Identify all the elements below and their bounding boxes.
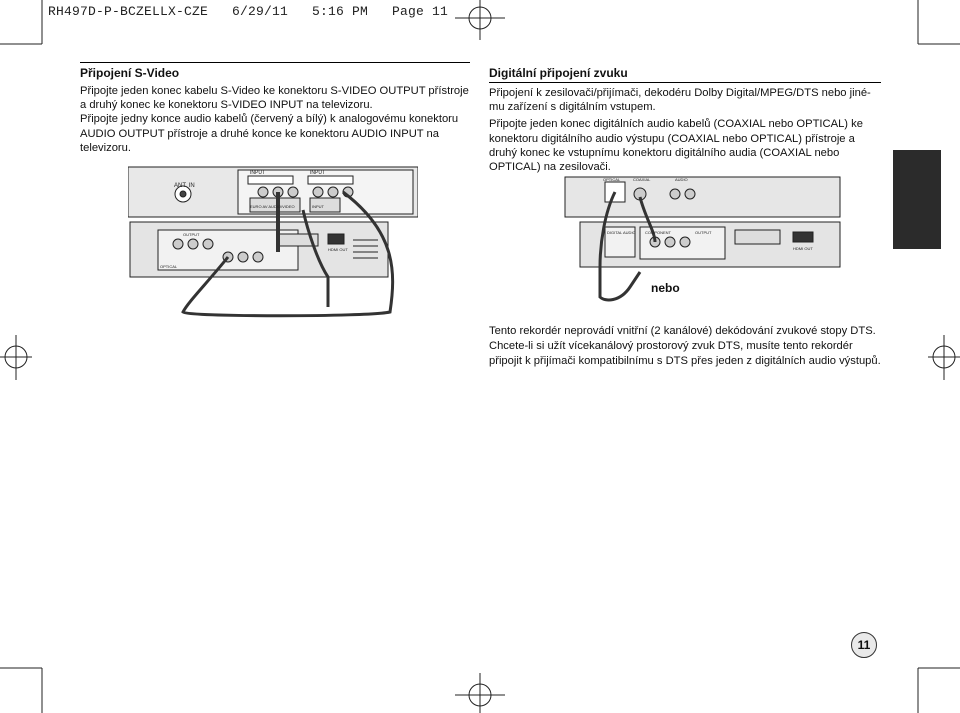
amp-audio-label: AUDIO [675, 177, 688, 182]
rec-digital-audio-label: DIGITAL AUDIO [607, 230, 636, 235]
dts-note-1: Tento rekordér neprovádí vnitřní (2 kanálové) dekódování zvukové stopy DTS. [489, 325, 876, 337]
left-body [80, 84, 472, 155]
rec-hdmi-label-right: HDMI OUT [793, 246, 813, 251]
digital-audio-connection-diagram [545, 172, 845, 312]
rec-component-label: COMPONENT [645, 230, 671, 235]
tv-scart-label: EURO AV AUDIO/VIDEO [250, 204, 295, 209]
amp-coaxial-label: COAXIAL [633, 177, 651, 182]
rec-output-label-right: OUTPUT [695, 230, 712, 235]
tv-input1-label: INPUT [250, 170, 265, 176]
right-paragraph-2: Připojte jeden konec digitálních audio kabelů (COAXIAL nebo OPTICAL) ke konektoru digitálního audio výstupu (COAXIAL nebo OPTICAL) přístroje a druhý konec ke vstupnímu konektoru digitálního audia (COAXIAL nebo OPTICAL) na zesilovači. [489, 118, 863, 174]
rec-output-label: OUTPUT [183, 232, 200, 237]
tv-input2-label: INPUT [310, 170, 325, 176]
s-video-connection-diagram [128, 162, 418, 322]
rec-optical-label: OPTICAL [160, 264, 178, 269]
page-number: 11 [851, 632, 877, 658]
rec-hdmi-label: HDMI OUT [328, 247, 348, 252]
right-section-title: Digitální připojení zvuku [489, 66, 628, 80]
right-body [489, 86, 881, 174]
tv-ant-label: ANT. IN [174, 183, 195, 189]
left-rule [80, 62, 470, 63]
right-paragraph-1: Připojení k zesilovači/přijímači, dekodéru Dolby Digital/MPEG/DTS nebo jiné- mu zařízení s digitálním vstupem. [489, 87, 871, 114]
chapter-tab [893, 150, 941, 249]
left-section-title: Připojení S-Video [80, 66, 180, 80]
left-paragraph-2: Připojte jedny konce audio kabelů (červený a bílý) k analogovému konektoru AUDIO OUTPUT přístroje a druhé konce ke konektoru AUDIO INPUT na televizoru. [80, 113, 459, 154]
dts-note-2: Chcete-li si užít vícekanálový prostorový zvuk DTS, musíte tento rekordér připojit k přijímači kompatibilnímu s DTS přes jeden z digitálních audio výstupů. [489, 340, 881, 367]
left-paragraph-1: Připojte jeden konec kabelu S-Video ke konektoru S-VIDEO OUTPUT přístroje a druhý konec ke konektoru S-VIDEO INPUT na televizoru. [80, 85, 469, 112]
print-slug: RH497D-P-BCZELLX-CZE 6/29/11 5:16 PM Page 11 [48, 4, 449, 19]
or-label: nebo [651, 281, 680, 295]
right-rule [489, 82, 881, 83]
dts-note [489, 324, 881, 369]
amp-optical-label: OPTICAL [603, 177, 621, 182]
tv-input3-label: INPUT [312, 204, 324, 209]
